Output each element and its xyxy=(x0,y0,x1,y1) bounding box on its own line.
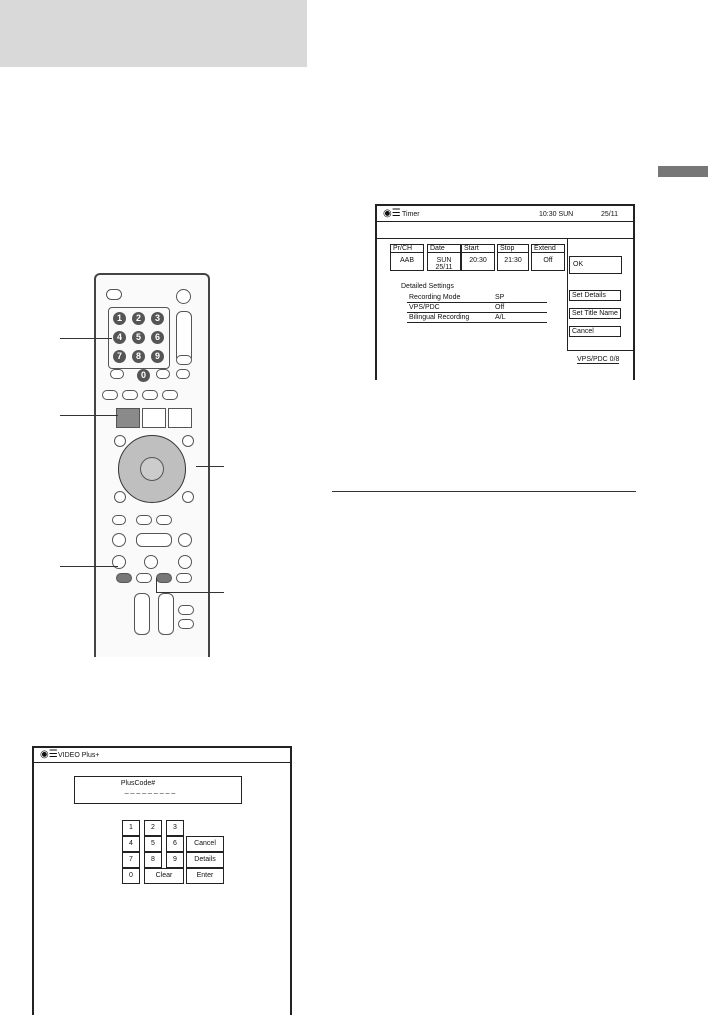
start-value: 20:30 xyxy=(469,257,487,264)
set-title-name-option[interactable]: Set Title Name xyxy=(569,308,621,319)
key-6[interactable]: 6 xyxy=(166,836,184,852)
tv-extra-button xyxy=(178,619,194,629)
corner-button-tr xyxy=(182,435,194,447)
section-divider xyxy=(332,491,636,492)
disc-icon: ◉☰ xyxy=(40,749,58,760)
videoplus-title-rule xyxy=(34,762,290,763)
callout-timer xyxy=(60,415,118,416)
key-4[interactable]: 4 xyxy=(122,836,140,852)
callout-dpad xyxy=(196,466,224,467)
key-0[interactable]: 0 xyxy=(122,868,140,884)
key-9[interactable]: 9 xyxy=(166,852,184,868)
record-button xyxy=(116,573,132,583)
plus-code-input[interactable]: _ _ _ _ _ _ _ _ _ xyxy=(124,787,176,794)
ffwd-button xyxy=(178,533,192,547)
transport-button-1 xyxy=(112,515,126,525)
menu-bottom-rule xyxy=(567,350,633,351)
menu-divider xyxy=(567,238,568,350)
key-enter[interactable]: Enter xyxy=(186,868,224,884)
key-8[interactable]: 8 xyxy=(144,852,162,868)
num-key-0: 0 xyxy=(137,369,150,382)
section-tab xyxy=(658,166,708,177)
number-pad xyxy=(108,307,170,369)
callout-record xyxy=(60,566,118,567)
tv-channel-rocker xyxy=(158,593,174,635)
vps-pdc-status: VPS/PDC 0/8 xyxy=(577,356,620,363)
rewind-button xyxy=(112,533,126,547)
callout-numbers xyxy=(60,338,112,339)
setting-value-vps-pdc[interactable]: Off xyxy=(495,304,505,311)
num-key-5: 5 xyxy=(132,331,145,344)
stop-button xyxy=(178,555,192,569)
side-button xyxy=(176,355,192,365)
start-field[interactable] xyxy=(461,244,495,271)
num-key-3: 3 xyxy=(151,312,164,325)
dpad-center xyxy=(140,457,164,481)
tv-button xyxy=(176,573,192,583)
date-field[interactable] xyxy=(427,244,461,271)
eject-button xyxy=(106,289,122,300)
timer-screen xyxy=(375,204,635,380)
stop-field[interactable] xyxy=(497,244,529,271)
date-value: SUN 25/11 xyxy=(435,257,453,271)
transport-button-2 xyxy=(136,515,152,525)
videoplus-title: VIDEO Plus+ xyxy=(58,752,100,759)
date-label: Date xyxy=(428,245,460,253)
key-7[interactable]: 7 xyxy=(122,852,140,868)
cancel-option[interactable]: Cancel xyxy=(569,326,621,337)
pause-button xyxy=(144,555,158,569)
key-clear[interactable]: Clear xyxy=(144,868,184,884)
prch-label: Pr/CH xyxy=(391,245,423,253)
setting-rule-2 xyxy=(407,312,547,313)
prch-value: AAB xyxy=(399,257,414,264)
extend-label: Extend xyxy=(532,245,564,253)
wide-button-2 xyxy=(142,408,166,428)
corner-button-br xyxy=(182,491,194,503)
timer-clock-date: 25/11 xyxy=(601,211,618,218)
small-button-a xyxy=(110,369,124,379)
extend-value: Off xyxy=(543,257,553,264)
header-band xyxy=(0,0,307,67)
small-button-b xyxy=(156,369,170,379)
color-button-2 xyxy=(122,390,138,400)
timer-button xyxy=(116,408,140,428)
num-key-2: 2 xyxy=(132,312,145,325)
num-key-4: 4 xyxy=(113,331,126,344)
stop-value: 21:30 xyxy=(504,257,522,264)
rec-pause-button xyxy=(136,573,152,583)
num-key-8: 8 xyxy=(132,350,145,363)
num-key-1: 1 xyxy=(113,312,126,325)
key-2[interactable]: 2 xyxy=(144,820,162,836)
wide-button-3 xyxy=(168,408,192,428)
start-label: Start xyxy=(462,245,494,253)
corner-button-tl xyxy=(114,435,126,447)
detailed-settings-heading: Detailed Settings xyxy=(401,283,454,290)
prch-field[interactable] xyxy=(390,244,424,271)
setting-name-vps-pdc: VPS/PDC xyxy=(409,304,440,311)
color-button-4 xyxy=(162,390,178,400)
set-details-option[interactable]: Set Details xyxy=(569,290,621,301)
rec-stop-button xyxy=(156,573,172,583)
key-cancel[interactable]: Cancel xyxy=(186,836,224,852)
setting-name-bilingual: Bilingual Recording xyxy=(409,314,470,321)
key-5[interactable]: 5 xyxy=(144,836,162,852)
timer-title-rule xyxy=(377,221,633,222)
setting-value-recording-mode[interactable]: SP xyxy=(495,294,505,301)
callout-stop xyxy=(156,592,224,593)
extend-field[interactable] xyxy=(531,244,565,271)
setting-value-bilingual[interactable]: A/L xyxy=(495,314,506,321)
timer-clock: 10:30 SUN xyxy=(539,211,574,218)
transport-button-3 xyxy=(156,515,172,525)
setting-name-recording-mode: Recording Mode xyxy=(409,294,461,301)
small-button-c xyxy=(176,369,190,379)
color-button-3 xyxy=(142,390,158,400)
key-details[interactable]: Details xyxy=(186,852,224,868)
power-button xyxy=(176,289,191,304)
tv-volume-rocker xyxy=(134,593,150,635)
timer-sub-rule xyxy=(377,238,633,239)
ok-option[interactable]: OK xyxy=(569,256,622,274)
key-3[interactable]: 3 xyxy=(166,820,184,836)
plus-code-field[interactable] xyxy=(74,776,242,804)
plus-code-label: PlusCode# xyxy=(120,780,156,787)
num-key-7: 7 xyxy=(113,350,126,363)
disc-timer-icon: ◉☰ xyxy=(383,208,401,219)
num-key-6: 6 xyxy=(151,331,164,344)
callout-stop-vert xyxy=(156,578,157,592)
stop-label: Stop xyxy=(498,245,528,253)
videoplus-screen xyxy=(32,746,292,1015)
num-key-9: 9 xyxy=(151,350,164,363)
color-button-1 xyxy=(102,390,118,400)
setting-rule-3 xyxy=(407,322,547,323)
timer-title: Timer xyxy=(402,211,420,218)
setting-rule-1 xyxy=(407,302,547,303)
corner-button-bl xyxy=(114,491,126,503)
play-button xyxy=(136,533,172,547)
key-1[interactable]: 1 xyxy=(122,820,140,836)
tv-input-button xyxy=(178,605,194,615)
remote-control xyxy=(94,273,210,657)
